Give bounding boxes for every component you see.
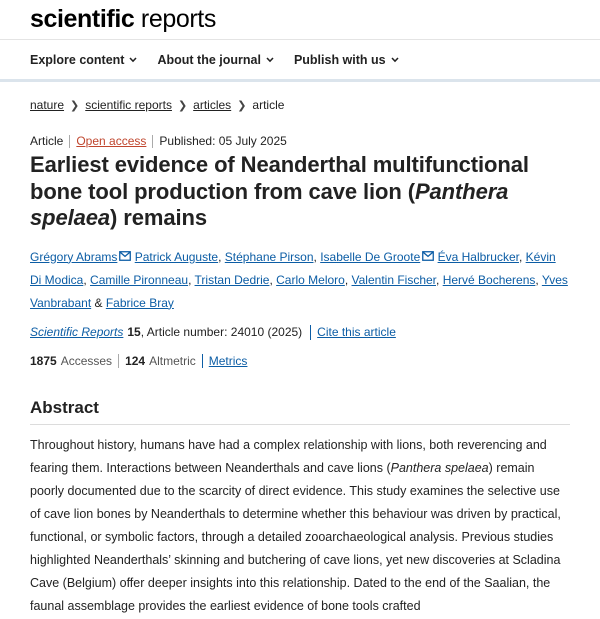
author-separator: , xyxy=(218,249,225,264)
journal-link[interactable]: Scientific Reports xyxy=(30,325,124,339)
article-meta xyxy=(30,134,570,148)
author-separator: , xyxy=(518,249,526,264)
divider xyxy=(118,354,119,368)
chevron-right-icon: ❯ xyxy=(177,99,188,112)
author-link[interactable]: Éva Halbrucker xyxy=(437,249,519,264)
divider xyxy=(152,135,153,148)
site-header xyxy=(0,0,600,40)
author-link[interactable]: Stéphane Pirson xyxy=(224,249,314,264)
author-link[interactable]: Patrick Auguste xyxy=(134,249,219,264)
abstract-text xyxy=(30,434,570,618)
author-link[interactable]: Camille Pironneau xyxy=(90,272,189,287)
author-link[interactable]: Yves Vanbrabant xyxy=(30,272,568,310)
accesses-label: Accesses xyxy=(60,353,113,368)
breadcrumb-current: article xyxy=(252,98,285,112)
author-link[interactable]: Grégory Abrams xyxy=(30,249,118,264)
abstract-species: Panthera spelaea xyxy=(390,460,489,475)
article-metrics xyxy=(30,354,570,368)
author-link[interactable]: Fabrice Bray xyxy=(105,295,174,310)
title-text: Earliest evidence of Neanderthal multifunctional bone tool production from cave lion ( xyxy=(30,152,529,204)
author-separator: , xyxy=(188,272,195,287)
breadcrumb-articles[interactable]: articles xyxy=(193,98,232,112)
email-icon[interactable] xyxy=(119,246,131,256)
abstract-text-part: ) remain poorly documented due to the scarcity of direct evidence. This study examines the selective use of cave lion bones by Neanderthals to determine whether this behaviour was driven by practical, functional, or symbolic factors, through a detailed zooarchaeological analysis. Previous studies highlighted Neanderthals’ skinning and butchering of cave lions, yet new discoveries at Scladina Cave (Belgium) offer deeper insights into this relationship. Dated to the end of the Saalian, the faunal assemblage provides the earliest evidence of bone tools crafted xyxy=(30,460,561,613)
chevron-right-icon: ❯ xyxy=(70,99,80,112)
author-separator: & xyxy=(91,295,106,310)
article-content xyxy=(0,98,600,618)
author-link[interactable]: Tristan Dedrie xyxy=(194,272,270,287)
journal-logo[interactable] xyxy=(30,4,570,34)
logo-bold-text: scientific xyxy=(30,5,135,33)
author-separator: , xyxy=(535,272,542,287)
abstract-heading: Abstract xyxy=(30,398,570,425)
nav-explore-content[interactable] xyxy=(30,53,137,67)
author-separator: , xyxy=(269,272,277,287)
accesses-count: 1875 xyxy=(30,353,57,368)
nav-about-journal[interactable] xyxy=(157,53,273,67)
nav-label: Explore content xyxy=(30,52,125,67)
author-link[interactable]: Carlo Meloro xyxy=(276,272,345,287)
volume-number: 15 xyxy=(127,325,141,339)
cite-this-article-link[interactable]: Cite this article xyxy=(317,325,396,339)
author-link[interactable]: Valentin Fischer xyxy=(351,272,437,287)
chevron-down-icon xyxy=(129,57,137,63)
author-link[interactable]: Isabelle De Groote xyxy=(320,249,421,264)
nav-label: Publish with us xyxy=(293,52,386,67)
article-type: Article xyxy=(30,134,64,148)
author-separator: , xyxy=(83,272,91,287)
author-link[interactable]: Hervé Bocherens xyxy=(442,272,536,287)
author-separator: , xyxy=(436,272,443,287)
divider xyxy=(69,135,70,148)
open-access-link[interactable]: Open access xyxy=(76,134,147,148)
citation-line xyxy=(30,325,570,340)
author-separator: , xyxy=(313,249,321,264)
nav-publish-with-us[interactable] xyxy=(294,53,399,67)
article-number: , Article number: 24010 (2025) xyxy=(140,325,303,339)
chevron-right-icon: ❯ xyxy=(237,99,247,112)
breadcrumb xyxy=(30,98,570,112)
metrics-link[interactable]: Metrics xyxy=(208,353,248,368)
title-text-end: ) remains xyxy=(110,205,207,230)
abstract-text-part: Throughout history, humans have had a complex relationship with lions, both reverencing and fearing them. Interactions between Neanderthals and cave lions ( xyxy=(30,437,547,475)
breadcrumb-scientific-reports[interactable]: scientific reports xyxy=(85,98,172,112)
title-species: Panthera spelaea xyxy=(30,178,509,230)
chevron-down-icon xyxy=(391,57,399,63)
author-link[interactable]: Kévin Di Modica xyxy=(30,249,556,287)
altmetric-label: Altmetric xyxy=(149,353,196,368)
altmetric-count: 124 xyxy=(125,353,146,368)
chevron-down-icon xyxy=(266,57,274,63)
nav-label: About the journal xyxy=(157,52,261,67)
author-list xyxy=(30,246,570,315)
logo-regular-text: reports xyxy=(140,5,216,33)
author-separator: , xyxy=(344,272,352,287)
published-date: Published: 05 July 2025 xyxy=(159,134,287,148)
article-title xyxy=(30,152,570,232)
email-icon[interactable] xyxy=(422,246,434,256)
divider xyxy=(310,325,311,340)
divider xyxy=(202,354,203,368)
main-nav xyxy=(0,40,600,82)
breadcrumb-nature[interactable]: nature xyxy=(30,98,65,112)
